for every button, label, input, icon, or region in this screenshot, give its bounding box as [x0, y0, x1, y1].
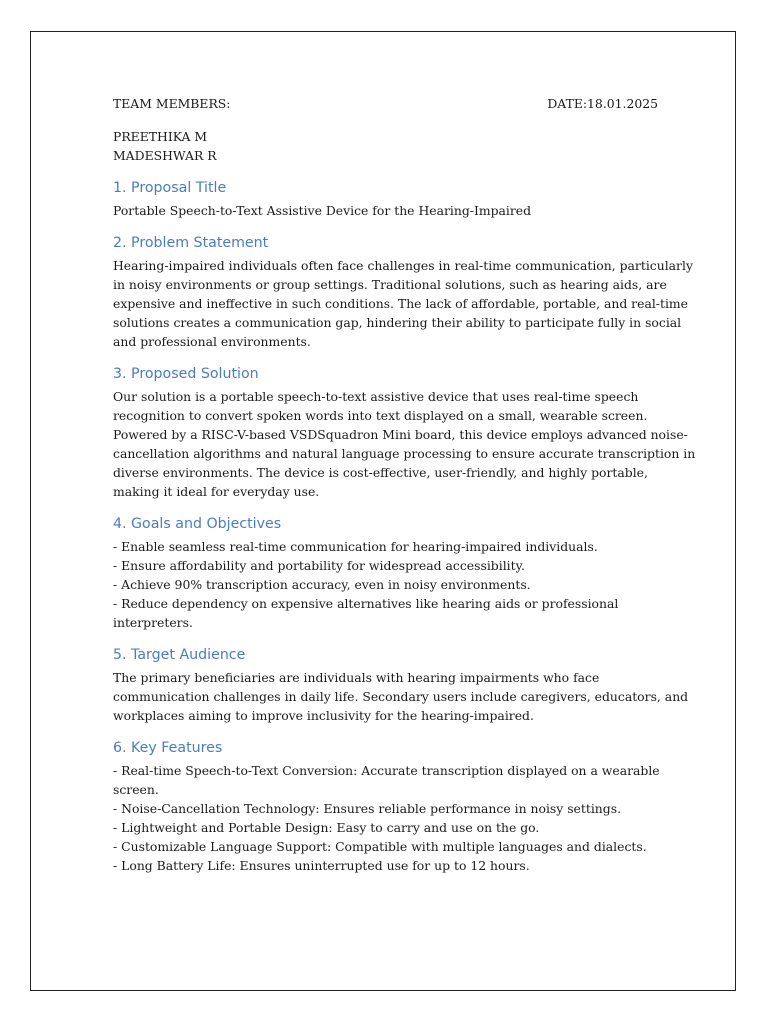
section-body [113, 668, 689, 725]
document-content [113, 94, 696, 875]
bullet-line: - Real-time Speech-to-Text Conversion: Accurate transcription displayed on a wearable [113, 763, 660, 778]
bullet-line: - Noise-Cancellation Technology: Ensures reliable performance in noisy settings. [113, 801, 622, 816]
document-date: DATE:18.01.2025 [547, 96, 658, 111]
bullet-line: screen. [113, 782, 159, 797]
body-line: Portable Speech-to-Text Assistive Device for the Hearing-Impaired [113, 203, 532, 218]
body-line: Our solution is a portable speech-to-text assistive device that uses real-time speech [113, 389, 639, 404]
section-key-features [113, 739, 658, 875]
body-line: making it ideal for everyday use. [113, 484, 320, 499]
section-body [113, 256, 693, 351]
bullet-line: - Long Battery Life: Ensures uninterrupted use for up to 12 hours. [113, 858, 530, 873]
section-heading: 6. Key Features [113, 740, 223, 756]
bullet-line: - Achieve 90% transcription accuracy, even in noisy environments. [113, 577, 531, 592]
body-line: The primary beneficiaries are individuals with hearing impairments who face [113, 670, 600, 685]
section-heading: 2. Problem Statement [113, 235, 269, 251]
body-line: Hearing-impaired individuals often face challenges in real-time communication, particularly [113, 258, 693, 273]
section-goals-objectives [113, 515, 658, 632]
bullet-line: - Customizable Language Support: Compatible with multiple languages and dialects. [113, 839, 647, 854]
body-line: recognition to convert spoken words into text displayed on a small, wearable screen. [113, 408, 648, 423]
section-body [113, 761, 658, 875]
body-line: cancellation algorithms and natural language processing to ensure accurate transcription in [113, 446, 696, 461]
body-line: communication challenges in daily life. Secondary users include caregivers, educators, and [113, 689, 689, 704]
section-heading: 1. Proposal Title [113, 180, 227, 196]
body-line: solutions creates a communication gap, hindering their ability to participate fully in social [113, 315, 682, 330]
section-body [113, 201, 658, 220]
header-row [113, 94, 658, 113]
bullet-line: - Ensure affordability and portability for widespread accessibility. [113, 558, 525, 573]
section-heading: 4. Goals and Objectives [113, 516, 282, 532]
bullet-line: - Reduce dependency on expensive alternatives like hearing aids or professional [113, 596, 619, 611]
section-proposed-solution [113, 365, 696, 501]
team-member: PREETHIKA M [113, 129, 208, 144]
body-line: diverse environments. The device is cost-effective, user-friendly, and highly portable, [113, 465, 648, 480]
section-problem-statement [113, 234, 693, 351]
body-line: and professional environments. [113, 334, 311, 349]
section-body [113, 387, 696, 501]
section-proposal-title [113, 179, 658, 220]
body-line: workplaces aiming to improve inclusivity for the hearing-impaired. [113, 708, 534, 723]
section-heading: 5. Target Audience [113, 647, 246, 663]
body-line: expensive and ineffective in such conditions. The lack of affordable, portable, and real-time [113, 296, 689, 311]
section-target-audience [113, 646, 689, 725]
team-member: MADESHWAR R [113, 148, 217, 163]
bullet-line: - Enable seamless real-time communication for hearing-impaired individuals. [113, 539, 598, 554]
team-members-list [113, 127, 658, 165]
body-line: in noisy environments or group settings. Traditional solutions, such as hearing aids, are [113, 277, 667, 292]
body-line: Powered by a RISC-V-based VSDSquadron Mini board, this device employs advanced noise- [113, 427, 688, 442]
section-body [113, 537, 658, 632]
bullet-line: - Lightweight and Portable Design: Easy to carry and use on the go. [113, 820, 540, 835]
bullet-line: interpreters. [113, 615, 193, 630]
team-members-label: TEAM MEMBERS: [113, 96, 231, 111]
section-heading: 3. Proposed Solution [113, 366, 259, 382]
